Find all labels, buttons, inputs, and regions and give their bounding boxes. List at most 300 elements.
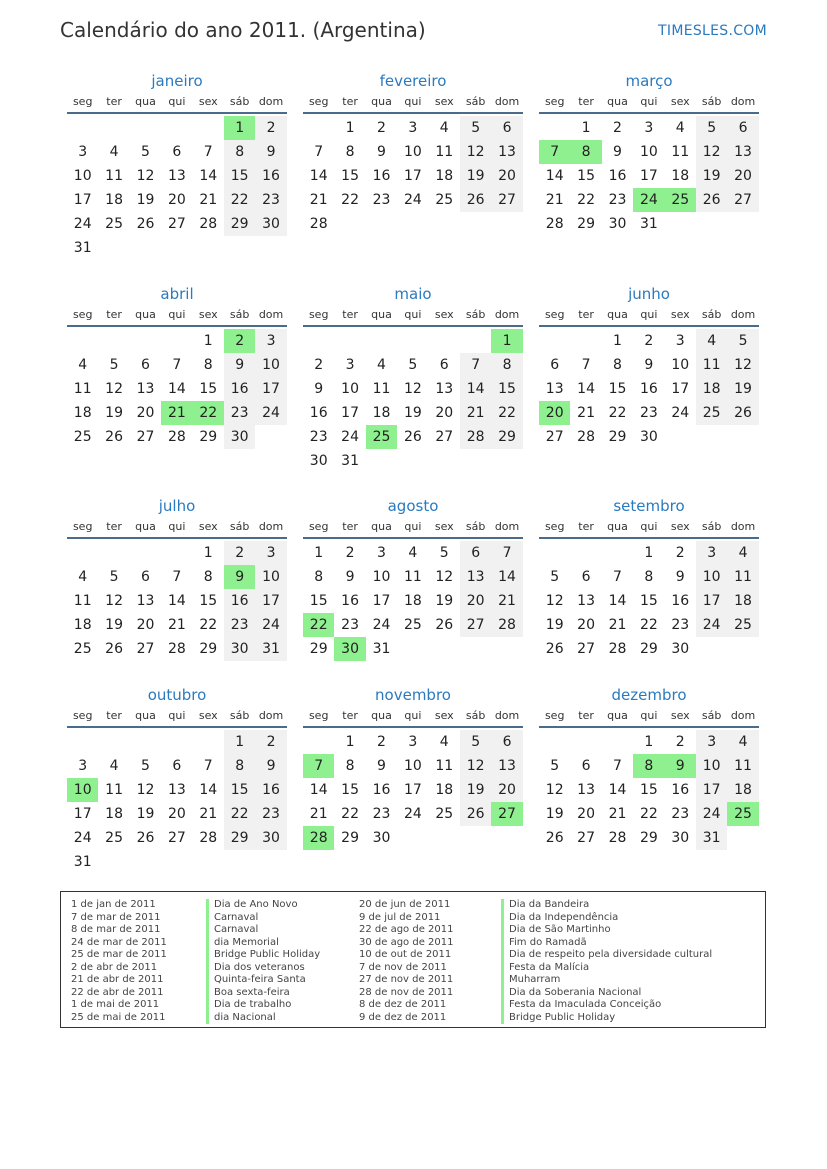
day-cell: 21: [608, 617, 627, 633]
brand-logo[interactable]: TIMESLES.COM: [658, 23, 767, 39]
day-cell: 2: [675, 545, 685, 561]
day-cell: 1: [345, 734, 355, 750]
day-cell: 19: [545, 806, 564, 822]
day-cell: 17: [255, 589, 286, 613]
day-cell: 24: [341, 429, 359, 445]
holiday-date: 25 de mai de 2011: [71, 1011, 166, 1023]
holiday-date: 1 de jan de 2011: [71, 899, 156, 910]
day-cell: 2: [644, 333, 654, 349]
holiday-date: 25 de mar de 2011: [71, 949, 167, 960]
day-cell: 12: [460, 754, 491, 778]
day-cell: 4: [78, 569, 88, 585]
holiday-name: Dia de trabalho: [206, 999, 320, 1012]
weekday-label: qui: [640, 520, 658, 533]
day-cell: 17: [696, 778, 727, 802]
day-cell: 10: [403, 144, 422, 160]
holiday-date: 7 de mar de 2011: [71, 911, 161, 923]
day-cell: 23: [639, 405, 658, 421]
weekday-label: qui: [168, 709, 186, 722]
weekday-label: seg: [544, 709, 565, 722]
day-cell: 30: [608, 216, 627, 232]
holiday-date: 8 de dez de 2011: [359, 999, 447, 1010]
day-cell: 14: [608, 593, 627, 609]
weekday-label: qui: [404, 308, 422, 321]
day-cell: 25: [105, 216, 123, 232]
day-cell: 9: [613, 144, 622, 160]
month-maio: [303, 283, 523, 473]
day-cell: 18: [105, 192, 123, 208]
holiday-date: 10 de out de 2011: [359, 949, 452, 960]
weekday-label: seg: [72, 709, 93, 722]
empty-cell: [67, 116, 98, 140]
day-cell: 9: [377, 144, 386, 160]
day-cell: 3: [255, 541, 286, 565]
day-cell: 3: [675, 333, 685, 349]
weekday-header: [539, 706, 759, 728]
day-cell: 20: [491, 778, 522, 802]
day-cell: 25: [435, 192, 454, 208]
day-cell: 28: [491, 613, 522, 637]
day-cell: 4: [696, 329, 727, 353]
day-cell: 22: [608, 405, 627, 421]
day-cell: 21: [309, 192, 328, 208]
weekday-label: seg: [308, 308, 329, 321]
day-cell: 29: [491, 425, 522, 449]
day-cell: 7: [172, 569, 182, 585]
day-cell: 29: [577, 216, 595, 232]
weekday-label: ter: [106, 95, 122, 108]
empty-cell: [161, 329, 192, 353]
weekday-label: dom: [730, 308, 756, 321]
day-cell: 4: [439, 734, 449, 750]
day-cell: 25: [696, 401, 727, 425]
day-cell: 16: [255, 778, 286, 802]
day-grid: [539, 539, 759, 661]
day-cell: 26: [460, 188, 491, 212]
day-cell: 8: [644, 569, 654, 585]
day-cell: 3: [408, 734, 418, 750]
weekday-header: [303, 305, 523, 327]
month-março: [539, 70, 759, 236]
day-cell: 18: [73, 617, 92, 633]
day-cell: 24: [73, 216, 92, 232]
weekday-label: dom: [494, 95, 520, 108]
day-cell: 2: [255, 116, 286, 140]
empty-cell: [130, 116, 161, 140]
weekday-label: sáb: [701, 95, 722, 108]
weekday-label: qui: [640, 95, 658, 108]
day-cell: 11: [727, 565, 758, 589]
day-cell: 21: [577, 405, 595, 421]
day-cell: 6: [172, 758, 182, 774]
day-cell: 9: [345, 569, 355, 585]
weekday-label: sex: [198, 709, 218, 722]
holiday-name: Dia de Ano Novo: [206, 899, 320, 912]
day-cell: 11: [105, 782, 123, 798]
weekday-label: dom: [258, 709, 284, 722]
day-cell: 10: [403, 758, 422, 774]
holiday-name: Festa da Malícia: [501, 962, 712, 975]
empty-cell: [602, 541, 633, 565]
day-cell: 10: [696, 754, 727, 778]
day-cell: 20: [136, 617, 155, 633]
weekday-label: ter: [342, 709, 358, 722]
day-cell: 29: [608, 429, 627, 445]
holiday-name: Bridge Public Holiday: [501, 1012, 712, 1025]
weekday-label: sex: [198, 308, 218, 321]
day-cell: 5: [550, 569, 560, 585]
weekday-label: ter: [106, 520, 122, 533]
day-cell: 29: [309, 641, 328, 657]
day-cell: 31: [73, 240, 92, 256]
day-cell: 14: [167, 381, 186, 397]
day-cell: 19: [105, 405, 123, 421]
day-cell: 25: [435, 806, 454, 822]
day-cell: 4: [439, 120, 449, 136]
weekday-label: seg: [308, 520, 329, 533]
day-cell: 26: [435, 617, 454, 633]
weekday-label: dom: [494, 709, 520, 722]
day-cell: 25: [73, 641, 92, 657]
day-cell: 17: [671, 381, 690, 397]
empty-cell: [98, 541, 129, 565]
day-cell: 26: [727, 401, 758, 425]
day-cell: 11: [696, 353, 727, 377]
holiday-day-cell: 22: [303, 613, 334, 637]
day-cell: 16: [372, 782, 391, 798]
day-cell: 2: [345, 545, 355, 561]
holiday-name: Festa da Imaculada Conceição: [501, 999, 712, 1012]
day-cell: 2: [255, 730, 286, 754]
holiday-name: Dia de São Martinho: [501, 924, 712, 937]
weekday-label: ter: [106, 709, 122, 722]
holiday-name: dia Memorial: [206, 937, 320, 950]
day-cell: 22: [577, 192, 595, 208]
empty-cell: [570, 730, 601, 754]
day-cell: 3: [78, 758, 88, 774]
day-cell: 5: [460, 730, 491, 754]
weekday-label: sáb: [465, 95, 486, 108]
weekday-label: dom: [258, 520, 284, 533]
day-cell: 17: [341, 405, 359, 421]
day-cell: 6: [581, 758, 591, 774]
day-cell: 27: [167, 216, 186, 232]
holiday-day-cell: 21: [161, 401, 192, 425]
day-cell: 7: [581, 357, 591, 373]
empty-cell: [539, 329, 570, 353]
weekday-label: sex: [670, 95, 690, 108]
day-cell: 31: [639, 216, 658, 232]
weekday-header: [539, 517, 759, 539]
day-cell: 1: [203, 545, 213, 561]
weekday-label: sáb: [465, 709, 486, 722]
empty-cell: [303, 329, 334, 353]
day-grid: [539, 327, 759, 449]
weekday-label: sáb: [701, 308, 722, 321]
day-cell: 22: [341, 192, 359, 208]
day-cell: 10: [255, 353, 286, 377]
day-cell: 12: [727, 353, 758, 377]
day-cell: 23: [224, 613, 255, 637]
weekday-label: qua: [607, 520, 628, 533]
day-cell: 27: [545, 429, 564, 445]
day-cell: 31: [696, 826, 727, 850]
day-cell: 18: [372, 405, 391, 421]
holiday-date: 2 de abr de 2011: [71, 961, 158, 973]
weekday-label: sex: [434, 709, 454, 722]
weekday-label: sáb: [229, 95, 250, 108]
day-cell: 30: [372, 830, 391, 846]
weekday-header: [539, 92, 759, 114]
holiday-day-cell: 9: [224, 565, 255, 589]
day-cell: 17: [696, 589, 727, 613]
empty-cell: [98, 730, 129, 754]
day-cell: 15: [341, 168, 359, 184]
month-abril: [67, 283, 287, 449]
day-cell: 10: [73, 168, 92, 184]
day-cell: 24: [671, 405, 690, 421]
day-cell: 4: [109, 144, 119, 160]
day-cell: 12: [136, 168, 155, 184]
holiday-name: Bridge Public Holiday: [206, 949, 320, 962]
day-cell: 19: [403, 405, 422, 421]
day-cell: 20: [167, 192, 186, 208]
empty-cell: [98, 329, 129, 353]
day-cell: 1: [644, 545, 654, 561]
empty-cell: [570, 541, 601, 565]
weekday-label: qua: [135, 95, 156, 108]
day-cell: 7: [203, 144, 213, 160]
day-cell: 7: [203, 758, 213, 774]
empty-cell: [130, 541, 161, 565]
day-cell: 20: [727, 164, 758, 188]
day-cell: 19: [435, 593, 454, 609]
holiday-name: Muharram: [501, 974, 712, 987]
weekday-label: qua: [135, 308, 156, 321]
day-cell: 22: [341, 806, 359, 822]
day-cell: 11: [372, 381, 391, 397]
day-cell: 13: [491, 140, 522, 164]
day-cell: 1: [345, 120, 355, 136]
day-cell: 3: [255, 329, 286, 353]
weekday-label: qua: [371, 308, 392, 321]
day-cell: 7: [613, 758, 622, 774]
holiday-day-cell: 27: [491, 802, 522, 826]
day-cell: 9: [255, 754, 286, 778]
day-cell: 15: [341, 782, 359, 798]
day-cell: 30: [309, 453, 328, 469]
month-outubro: [67, 684, 287, 874]
weekday-label: sáb: [701, 709, 722, 722]
weekday-label: sex: [434, 520, 454, 533]
day-cell: 18: [435, 782, 454, 798]
day-cell: 20: [577, 617, 595, 633]
day-cell: 2: [377, 120, 386, 136]
day-cell: 2: [224, 541, 255, 565]
month-name: setembro: [613, 497, 685, 515]
weekday-label: sáb: [229, 520, 250, 533]
month-setembro: [539, 495, 759, 661]
day-cell: 16: [309, 405, 328, 421]
day-cell: 14: [167, 593, 186, 609]
weekday-label: ter: [342, 308, 358, 321]
weekday-label: sex: [670, 709, 690, 722]
day-cell: 17: [372, 593, 391, 609]
holiday-date: 7 de nov de 2011: [359, 961, 447, 973]
holiday-name: Dia da Bandeira: [501, 899, 712, 912]
weekday-label: qui: [404, 520, 422, 533]
weekday-label: sex: [670, 520, 690, 533]
day-cell: 18: [73, 405, 92, 421]
month-name: outubro: [147, 686, 207, 704]
day-cell: 28: [199, 216, 218, 232]
weekday-label: seg: [72, 520, 93, 533]
day-cell: 15: [224, 778, 255, 802]
day-cell: 6: [460, 541, 491, 565]
day-cell: 4: [377, 357, 386, 373]
day-cell: 29: [199, 429, 218, 445]
day-cell: 23: [255, 802, 286, 826]
day-cell: 26: [545, 830, 564, 846]
day-cell: 11: [73, 381, 92, 397]
day-cell: 3: [377, 545, 386, 561]
day-cell: 5: [109, 569, 119, 585]
day-cell: 13: [577, 593, 595, 609]
day-cell: 5: [439, 545, 449, 561]
day-cell: 5: [141, 758, 150, 774]
day-cell: 29: [341, 830, 359, 846]
weekday-label: ter: [106, 308, 122, 321]
day-cell: 16: [341, 593, 359, 609]
weekday-label: dom: [494, 520, 520, 533]
holiday-name: Boa sexta-feira: [206, 987, 320, 1000]
day-cell: 24: [696, 613, 727, 637]
holiday-date: 9 de dez de 2011: [359, 1011, 447, 1023]
day-cell: 30: [224, 425, 255, 449]
weekday-label: ter: [578, 709, 594, 722]
weekday-label: ter: [578, 95, 594, 108]
day-cell: 28: [577, 429, 595, 445]
day-cell: 15: [199, 593, 218, 609]
day-cell: 15: [309, 593, 328, 609]
day-cell: 17: [403, 782, 422, 798]
day-cell: 30: [671, 830, 690, 846]
month-name: junho: [628, 285, 670, 303]
day-grid: [67, 327, 287, 449]
empty-cell: [570, 329, 601, 353]
weekday-header: [67, 706, 287, 728]
month-janeiro: [67, 70, 287, 260]
day-cell: 12: [696, 140, 727, 164]
day-cell: 23: [372, 806, 391, 822]
day-cell: 4: [109, 758, 119, 774]
empty-cell: [193, 730, 224, 754]
day-cell: 5: [696, 116, 727, 140]
holiday-name: Carnaval: [206, 924, 320, 937]
empty-cell: [67, 541, 98, 565]
holiday-date: 8 de mar de 2011: [71, 924, 161, 935]
weekday-label: dom: [494, 308, 520, 321]
day-cell: 27: [491, 188, 522, 212]
day-cell: 6: [491, 730, 522, 754]
day-cell: 5: [550, 758, 560, 774]
month-fevereiro: [303, 70, 523, 236]
day-cell: 20: [136, 405, 155, 421]
weekday-label: qua: [607, 95, 628, 108]
day-cell: 25: [403, 617, 422, 633]
day-grid: [539, 114, 759, 236]
day-cell: 11: [435, 144, 454, 160]
holiday-date: 27 de nov de 2011: [359, 974, 454, 985]
holiday-day-cell: 8: [570, 140, 601, 164]
day-cell: 24: [403, 192, 422, 208]
day-cell: 10: [639, 144, 658, 160]
day-cell: 28: [608, 641, 627, 657]
day-cell: 24: [403, 806, 422, 822]
holiday-name: Dia de respeito pela diversidade cultural: [501, 949, 712, 962]
day-cell: 17: [403, 168, 422, 184]
weekday-label: ter: [578, 308, 594, 321]
day-cell: 20: [435, 405, 454, 421]
day-cell: 29: [199, 641, 218, 657]
day-cell: 26: [136, 830, 155, 846]
weekday-label: sáb: [701, 520, 722, 533]
day-cell: 9: [314, 381, 324, 397]
day-cell: 23: [671, 617, 690, 633]
day-cell: 8: [224, 140, 255, 164]
day-cell: 3: [696, 541, 727, 565]
holiday-day-cell: 8: [633, 754, 664, 778]
empty-cell: [539, 116, 570, 140]
weekday-label: qua: [371, 709, 392, 722]
holiday-day-cell: 20: [539, 401, 570, 425]
day-cell: 23: [671, 806, 690, 822]
day-cell: 17: [255, 377, 286, 401]
holiday-name: Dia dos veteranos: [206, 962, 320, 975]
day-cell: 22: [224, 802, 255, 826]
day-cell: 12: [545, 782, 564, 798]
day-cell: 31: [255, 637, 286, 661]
day-cell: 20: [167, 806, 186, 822]
month-novembro: [303, 684, 523, 850]
empty-cell: [161, 541, 192, 565]
empty-cell: [303, 730, 334, 754]
day-cell: 16: [639, 381, 658, 397]
day-cell: 1: [203, 333, 213, 349]
day-cell: 9: [224, 353, 255, 377]
weekday-label: seg: [544, 308, 565, 321]
day-cell: 16: [372, 168, 391, 184]
day-grid: [303, 327, 523, 473]
month-name: novembro: [375, 686, 451, 704]
month-name: abril: [160, 285, 194, 303]
day-cell: 12: [545, 593, 564, 609]
month-name: julho: [158, 497, 196, 515]
holiday-name: Fim do Ramadã: [501, 937, 712, 950]
day-cell: 21: [199, 806, 218, 822]
day-cell: 2: [613, 120, 622, 136]
month-name: dezembro: [611, 686, 687, 704]
day-grid: [539, 728, 759, 850]
holiday-day-cell: 30: [334, 637, 365, 661]
day-cell: 14: [199, 782, 218, 798]
holiday-name: dia Nacional: [206, 1012, 320, 1025]
holiday-day-cell: 9: [665, 754, 696, 778]
day-cell: 24: [255, 401, 286, 425]
day-cell: 18: [727, 778, 758, 802]
day-cell: 14: [545, 168, 564, 184]
day-grid: [67, 114, 287, 260]
